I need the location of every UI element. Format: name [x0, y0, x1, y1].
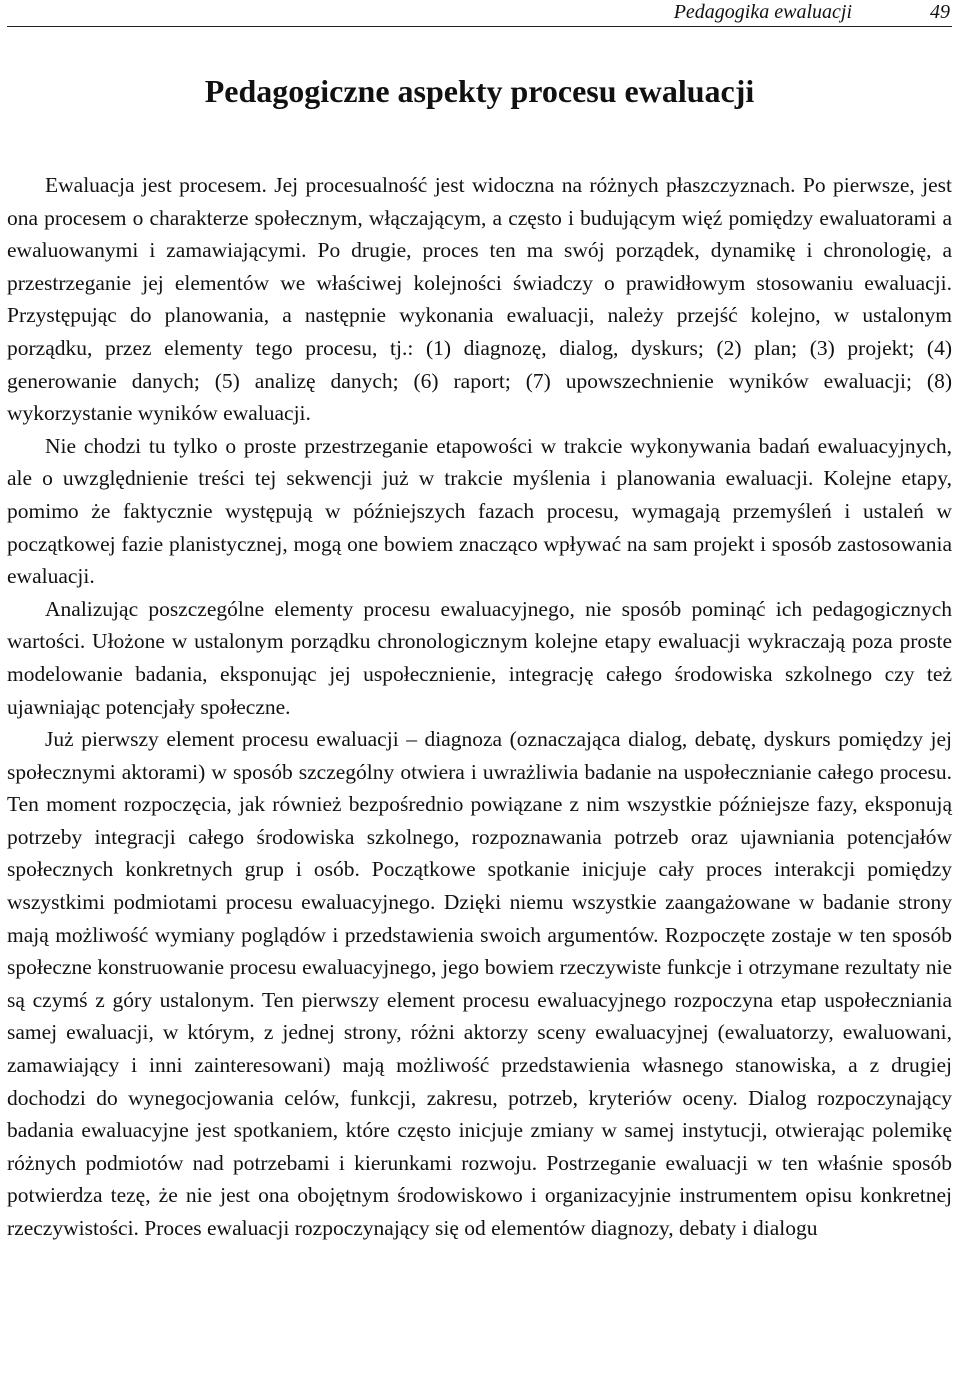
page-number: 49: [930, 1, 950, 23]
paragraph-4: Już pierwszy element procesu ewaluacji – diagnoza (oznaczająca dialog, debatę, dyskurs pomiędzy jej społecznymi aktorami) w sposób szczególny otwiera i uwrażliwia badanie na uspołecznianie całego procesu. Ten moment rozpoczęcia, jak również bezpośrednio powiązane z nim wszystkie późniejsze fazy, eksponują potrzeby integracji całego środowiska szkolnego, rozpoznawania potrzeb oraz ujawniania potencjałów społecznych konkretnych grup i osób. Początkowe spotkanie inicjuje cały proces interakcji pomiędzy wszystkimi podmiotami procesu ewaluacyjnego. Dzięki niemu wszystkie zaangażowane w badanie strony mają możliwość wymiany poglądów i przedstawienia swoich argumentów. Rozpoczęte zostaje w ten sposób społeczne konstruowanie procesu ewaluacyjnego, jego bowiem rzeczywiste funkcje i otrzymane rezultaty nie są czymś z góry ustalonym. Ten pierwszy element procesu ewaluacyjnego rozpoczyna etap uspołeczniania samej ewaluacji, w którym, z jednej strony, różni aktorzy sceny ewaluacyjnej (ewaluatorzy, ewaluowani, zamawiający i inni zainteresowani) mają możliwość przedstawienia własnego stanowiska, a z drugiej dochodzi do wynegocjowania celów, funkcji, zakresu, potrzeb, kryteriów oceny. Dialog rozpoczynający badania ewaluacyjne jest spotkaniem, które często inicjuje zmiany w samej instytucji, otwierając polemikę różnych podmiotów nad potrzebami i kierunkami rozwoju. Postrzeganie ewaluacji w ten właśnie sposób potwierdza tezę, że nie jest ona obojętnym środowiskowo i organizacyjnie instrumentem opisu konkretnej rzeczywistości. Proces ewaluacji rozpoczynający się od elementów diagnozy, debaty i dialogu: [7, 727, 952, 1240]
paragraph-2: Nie chodzi tu tylko o proste przestrzeganie etapowości w trakcie wykonywania badań ewaluacyjnych, ale o uwzględnienie treści tej sekwencji już w trakcie myślenia i planowania ewaluacji. Kolejne etapy, pomimo że faktycznie występują w późniejszych fazach procesu, wymagają przemyśleń i ustaleń w początkowej fazie planistycznej, mogą one bowiem znacząco wpływać na sam projekt i sposób zastosowania ewaluacji.: [7, 433, 952, 589]
running-header: [7, 0, 952, 27]
running-title: Pedagogika ewaluacji: [673, 1, 852, 23]
paragraph-1: Ewaluacja jest procesem. Jej procesualność jest widoczna na różnych płaszczyznach. Po pierwsze, jest ona procesem o charakterze społecznym, włączającym, a często i budującym więź pomiędzy ewaluatorami a ewaluowanymi i zamawiającymi. Po drugie, proces ten ma swój porządek, dynamikę i chronologię, a przestrzeganie jej elementów we właściwej kolejności świadczy o prawidłowym stosowaniu ewaluacji. Przystępując do planowania, a następnie wykonania ewaluacji, należy przejść kolejno, w ustalonym porządku, przez elementy tego procesu, tj.: (1) diagnozę, dialog, dyskurs; (2) plan; (3) projekt; (4) generowanie danych; (5) analizę danych; (6) raport; (7) upowszechnienie wyników ewaluacji; (8) wykorzystanie wyników ewaluacji.: [7, 173, 952, 426]
body-text: [7, 169, 952, 1245]
paragraph-3: Analizując poszczególne elementy procesu ewaluacyjnego, nie sposób pominąć ich pedagogicznych wartości. Ułożone w ustalonym porządku chronologicznym kolejne etapy ewaluacji wykraczają poza proste modelowanie badania, eksponując jej uspołecznienie, integrację całego środowiska szkolnego czy też ujawniając potencjały społeczne.: [7, 596, 952, 719]
chapter-title: Pedagogiczne aspekty procesu ewaluacji: [204, 73, 755, 109]
